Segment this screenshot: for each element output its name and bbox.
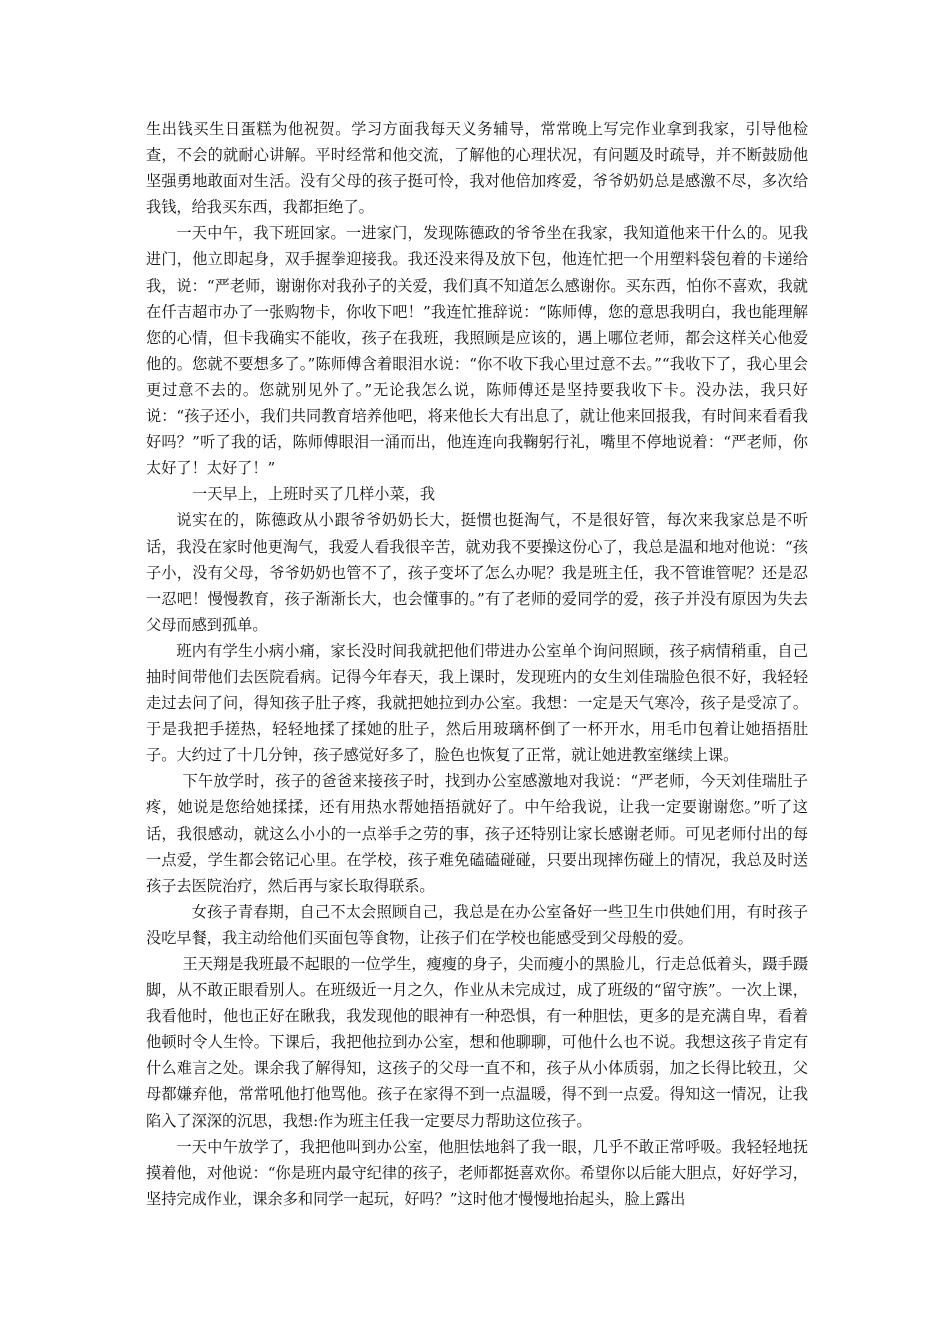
paragraph-2: 一天中午，我下班回家。一进家门，发现陈德政的爷爷坐在我家，我知道他来干什么的。见我进门，他立即起身，双手握拳迎接我。我还没来得及放下包，他连忙把一个用塑料袋包着的卡递给我，说：“严老师，谢谢你对我孙子的关爱，我们真不知道怎么感谢你。买东西，怕你不喜欢，我就在仟吉超市办了一张购物卡，你收下吧！”我连忙推辞说：“陈师傅，您的意思我明白，我也能理解您的心情，但卡我确实不能收，孩子在我班，我照顾是应该的，遇上哪位老师，都会这样关心他爱他的。您就不要想多了。”陈师傅含着眼泪水说：“你不收下我心里过意不去。”“我收下了，我心里会更过意不去的。您就别见外了。”无论我怎么说，陈师傅还是坚持要我收下卡。没办法，我只好说：“孩子还小，我们共同教育培养他吧，将来他长大有出息了，就让他来回报我，有时间来看看我好吗？”听了我的话，陈师傅眼泪一涌而出，他连连向我鞠躬行礼，嘴里不停地说着：“严老师，你太好了！太好了！”	[146, 224, 808, 478]
paragraph-5: 班内有学生小病小痛，家长没时间我就把他们带进办公室单个询问照顾，孩子病情稍重，自己抽时间带他们去医院看病。记得今年春天，我上课时，发现班内的女生刘佳瑞脸色很不好，我轻轻走过去问了问，得知孩子肚子疼，我就把她拉到办公室。我想：一定是天气寒冷，孩子是受凉了。于是我把手搓热，轻轻地揉了揉她的肚子，然后用玻璃杯倒了一杯开水，用毛巾包着让她捂捂肚子。大约过了十几分钟，孩子感觉好多了，脸色也恢复了正常，就让她进教室继续上课。	[146, 641, 808, 765]
paragraph-8: 王天翔是我班最不起眼的一位学生，瘦瘦的身子，尖而瘦小的黑脸儿，行走总低着头，蹑手蹑脚，从不敢正眼看别人。在班级近一月之久，作业从未完成过，成了班级的“留守族”。一次上课，我看他时，他也正好在瞅我，我发现他的眼神有一种恐惧，有一种胆怯，更多的是充满自卑，看着他顿时令人生怜。下课后，我把他拉到办公室，想和他聊聊，可他什么也不说。我想这孩子肯定有什么难言之处。课余我了解得知，这孩子的父母一直不和，孩子从小体质弱，加之长得比较丑，父母都嫌弃他，常常吼他打他骂他。孩子在家得不到一点温暖，得不到一点爱。得知这一情况，让我陷入了深深的沉思，我想:作为班主任我一定要尽力帮助这位孩子。	[146, 955, 808, 1130]
paragraph-6: 下午放学时，孩子的爸爸来接孩子时，找到办公室感激地对我说：“严老师，今天刘佳瑞肚子疼，她说是您给她揉揉，还有用热水帮她捂捂就好了。中午给我说，让我一定要谢谢您。”听了这话，我很感动，就这么小小的一点举手之劳的事，孩子还特别让家长感谢老师。可见老师付出的每一点爱，学生都会铭记心里。在学校，孩子难免磕磕碰碰，只要出现摔伤碰上的情况，我总及时送孩子去医院治疗，然后再与家长取得联系。	[146, 772, 808, 895]
paragraph-7: 女孩子青春期，自己不太会照顾自己，我总是在办公室备好一些卫生巾供她们用，有时孩子没吃早餐，我主动给他们买面包等食物，让孩子们在学校也能感受到父母般的爱。	[146, 902, 808, 947]
paragraph-1: 生出钱买生日蛋糕为他祝贺。学习方面我每天义务辅导，常常晚上写完作业拿到我家，引导他检查，不会的就耐心讲解。平时经常和他交流，了解他的心理状况，有问题及时疏导，并不断鼓励他坚强勇地敢面对生活。没有父母的孩子挺可怜，我对他倍加疼爱，爷爷奶奶总是感激不尽，多次给我钱，给我买东西，我都拒绝了。	[146, 120, 808, 217]
paragraph-4: 说实在的，陈德政从小跟爷爷奶奶长大，挺惯也挺淘气，不是很好管，每次来我家总是不听话，我没在家时他更淘气，我爱人看我很辛苦，就劝我不要操这份心了，我总是温和地对他说：“孩子小，没有父母，爷爷奶奶也管不了，孩子变坏了怎么办呢？我是班主任，我不管谁管呢？还是忍一忍吧！慢慢教育，孩子渐渐长大，也会懂事的。”有了老师的爱同学的爱，孩子并没有原因为失去父母而感到孤单。	[146, 511, 808, 634]
paragraph-9: 一天中午放学了，我把他叫到办公室，他胆怯地斜了我一眼，几乎不敢正常呼吸。我轻轻地抚摸着他，对他说：“你是班内最守纪律的孩子，老师都挺喜欢你。希望你以后能大胆点，好好学习，坚持完成作业，课余多和同学一起玩，好吗？”这时他才慢慢地抬起头，脸上露出	[146, 1137, 808, 1208]
paragraph-3-fragment: 一天早上，上班时买了几样小菜，我	[192, 485, 435, 504]
document-body	[146, 116, 808, 1212]
